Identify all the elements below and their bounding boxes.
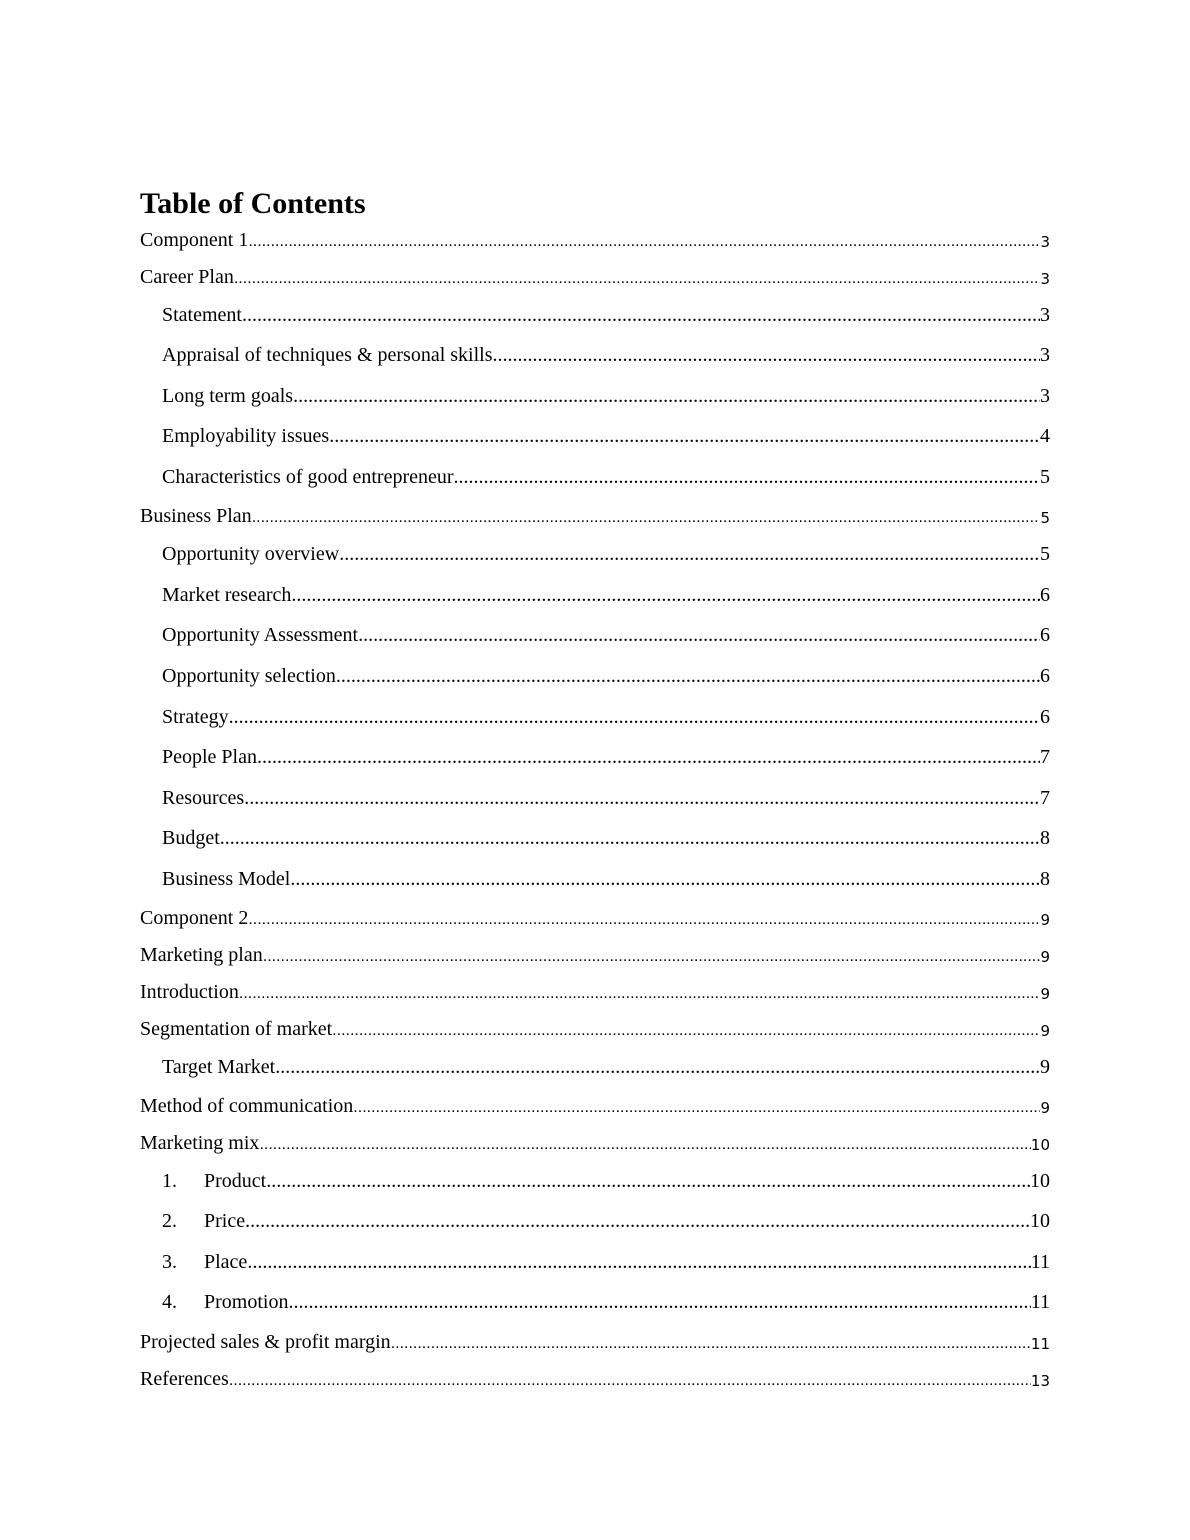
toc-entry[interactable]: [140, 1361, 1050, 1391]
toc-entry-page-number: 5: [1040, 466, 1050, 488]
toc-entry-page-number: 9: [1040, 1099, 1050, 1117]
toc-entry-label: References: [140, 1368, 229, 1390]
toc-dot-leader: [336, 664, 1040, 688]
toc-entry[interactable]: [162, 297, 1050, 327]
toc-entry-label: Characteristics of good entrepreneur: [162, 466, 454, 488]
toc-entry-page-number: 8: [1040, 868, 1050, 890]
toc-entry-label: Marketing mix: [140, 1132, 260, 1154]
toc-entry[interactable]: [162, 1244, 1050, 1274]
toc-dot-leader: [248, 232, 1040, 252]
toc-entry-page-number: 6: [1040, 706, 1050, 728]
toc-entry-number: 4.: [162, 1291, 177, 1313]
toc-dot-leader: [332, 1021, 1040, 1041]
toc-entry-label: Marketing plan: [140, 944, 263, 966]
toc-entry[interactable]: [162, 1163, 1050, 1193]
toc-entry-page-number: 6: [1040, 584, 1050, 606]
toc-entry-label: Method of communication: [140, 1095, 354, 1117]
toc-entry-page-number: 11: [1030, 1291, 1050, 1313]
toc-dot-leader: [239, 984, 1041, 1004]
toc-entry-page-number: 9: [1040, 1022, 1050, 1040]
toc-entry[interactable]: [162, 1203, 1050, 1233]
toc-entry-label: Employability issues: [162, 425, 330, 447]
toc-entry-page-number: 5: [1040, 543, 1050, 565]
toc-entry-label: Strategy: [162, 706, 229, 728]
toc-entry[interactable]: [140, 498, 1050, 528]
toc-entry[interactable]: [140, 1011, 1050, 1041]
toc-entry[interactable]: [162, 739, 1050, 769]
toc-entry-label: Segmentation of market: [140, 1018, 333, 1040]
toc-entry-page-number: 3: [1040, 344, 1050, 366]
toc-entry-page-number: 6: [1040, 624, 1050, 646]
toc-entry[interactable]: [140, 259, 1050, 289]
toc-dot-leader: [329, 424, 1040, 448]
toc-entry-label: Opportunity overview: [162, 543, 340, 565]
toc-entry[interactable]: [162, 780, 1050, 810]
toc-dot-leader: [229, 1371, 1031, 1391]
toc-entry[interactable]: [140, 937, 1050, 967]
toc-entry-label: Budget: [162, 827, 220, 849]
toc-entry-label: Component 1: [140, 229, 249, 251]
toc-entry-label: Appraisal of techniques & personal skills: [162, 344, 493, 366]
toc-entry[interactable]: [140, 974, 1050, 1004]
toc-entry-page-number: 10: [1030, 1170, 1050, 1192]
toc-entry[interactable]: [140, 1324, 1050, 1354]
toc-entry-page-number: 4: [1040, 425, 1050, 447]
toc-entry[interactable]: [162, 699, 1050, 729]
toc-entry-label: Market research: [162, 584, 292, 606]
toc-dot-leader: [339, 542, 1040, 566]
toc-dot-leader: [259, 1135, 1030, 1155]
toc-entry[interactable]: [162, 617, 1050, 647]
toc-entry-label: Business Model: [162, 868, 291, 890]
toc-entry-page-number: 3: [1040, 270, 1050, 288]
toc-entry[interactable]: [140, 900, 1050, 930]
toc-entry-label: Business Plan: [140, 505, 252, 527]
toc-entry-label: Target Market: [162, 1056, 276, 1078]
toc-entry-label: Promotion: [204, 1291, 289, 1313]
toc-entry[interactable]: [162, 1049, 1050, 1079]
toc-entry-number: 2.: [162, 1210, 177, 1232]
toc-entry-page-number: 9: [1040, 911, 1050, 929]
toc-dot-leader: [229, 705, 1040, 729]
toc-dot-leader: [391, 1334, 1031, 1354]
toc-dot-leader: [266, 1169, 1030, 1193]
toc-entry[interactable]: [140, 1125, 1050, 1155]
toc-dot-leader: [291, 583, 1040, 607]
toc-entry[interactable]: [162, 577, 1050, 607]
toc-entry-page-number: 9: [1040, 948, 1050, 966]
toc-entry-number: 1.: [162, 1170, 177, 1192]
toc-dot-leader: [247, 1250, 1030, 1274]
toc-entry[interactable]: [162, 861, 1050, 891]
toc-dot-leader: [353, 1098, 1040, 1118]
toc-entry[interactable]: [162, 337, 1050, 367]
toc-entry[interactable]: [140, 222, 1050, 252]
toc-entry-page-number: 10: [1030, 1210, 1050, 1232]
toc-dot-leader: [248, 910, 1040, 930]
toc-entry-page-number: 5: [1040, 509, 1050, 527]
toc-dot-leader: [293, 384, 1040, 408]
toc-dot-leader: [244, 786, 1040, 810]
toc-entry-label: Product: [204, 1170, 267, 1192]
toc-dot-leader: [493, 343, 1041, 367]
toc-entry-page-number: 3: [1040, 233, 1050, 251]
toc-title: Table of Contents: [140, 187, 366, 220]
toc-entry-page-number: 3: [1040, 304, 1050, 326]
toc-entry[interactable]: [140, 1088, 1050, 1118]
toc-dot-leader: [290, 867, 1040, 891]
toc-entry-label: Career Plan: [140, 266, 234, 288]
toc-entry-number: 3.: [162, 1251, 177, 1273]
toc-entry-label: Opportunity selection: [162, 665, 336, 687]
toc-entry[interactable]: [162, 1284, 1050, 1314]
toc-entry-label: Introduction: [140, 981, 239, 1003]
toc-entry-page-number: 7: [1040, 746, 1050, 768]
toc-entry-label: Projected sales & profit margin: [140, 1331, 391, 1353]
toc-entry-page-number: 11: [1030, 1251, 1050, 1273]
toc-entry-page-number: 3: [1040, 385, 1050, 407]
toc-entry-label: Opportunity Assessment: [162, 624, 359, 646]
toc-entry-label: Statement: [162, 304, 242, 326]
toc-entry-page-number: 8: [1040, 827, 1050, 849]
toc-dot-leader: [220, 826, 1040, 850]
toc-entry-page-number: 9: [1040, 985, 1050, 1003]
toc-entry-label: People Plan: [162, 746, 257, 768]
toc-entry-label: Price: [204, 1210, 246, 1232]
toc-dot-leader: [263, 947, 1041, 967]
toc-entry-page-number: 9: [1040, 1056, 1050, 1078]
toc-entry-label: Resources: [162, 787, 245, 809]
toc-dot-leader: [257, 745, 1040, 769]
toc-entry-label: Place: [204, 1251, 248, 1273]
toc-dot-leader: [242, 303, 1040, 327]
toc-dot-leader: [245, 1209, 1030, 1233]
toc-dot-leader: [234, 269, 1041, 289]
toc-entry[interactable]: [162, 418, 1050, 448]
toc-entry-page-number: 10: [1030, 1136, 1050, 1154]
toc-entry[interactable]: [162, 378, 1050, 408]
toc-entry-page-number: 11: [1030, 1335, 1050, 1353]
toc-entry-label: Long term goals: [162, 385, 294, 407]
toc-dot-leader: [275, 1055, 1040, 1079]
toc-entry-page-number: 7: [1040, 787, 1050, 809]
toc-entry[interactable]: [162, 658, 1050, 688]
toc-entry[interactable]: [162, 820, 1050, 850]
toc-entry[interactable]: [162, 459, 1050, 489]
toc-entry[interactable]: [162, 536, 1050, 566]
toc-dot-leader: [358, 623, 1040, 647]
toc-entry-label: Component 2: [140, 907, 249, 929]
toc-dot-leader: [252, 508, 1041, 528]
toc-dot-leader: [454, 465, 1040, 489]
toc-entry-page-number: 6: [1040, 665, 1050, 687]
toc-entry-page-number: 13: [1030, 1372, 1050, 1390]
toc-dot-leader: [288, 1290, 1030, 1314]
